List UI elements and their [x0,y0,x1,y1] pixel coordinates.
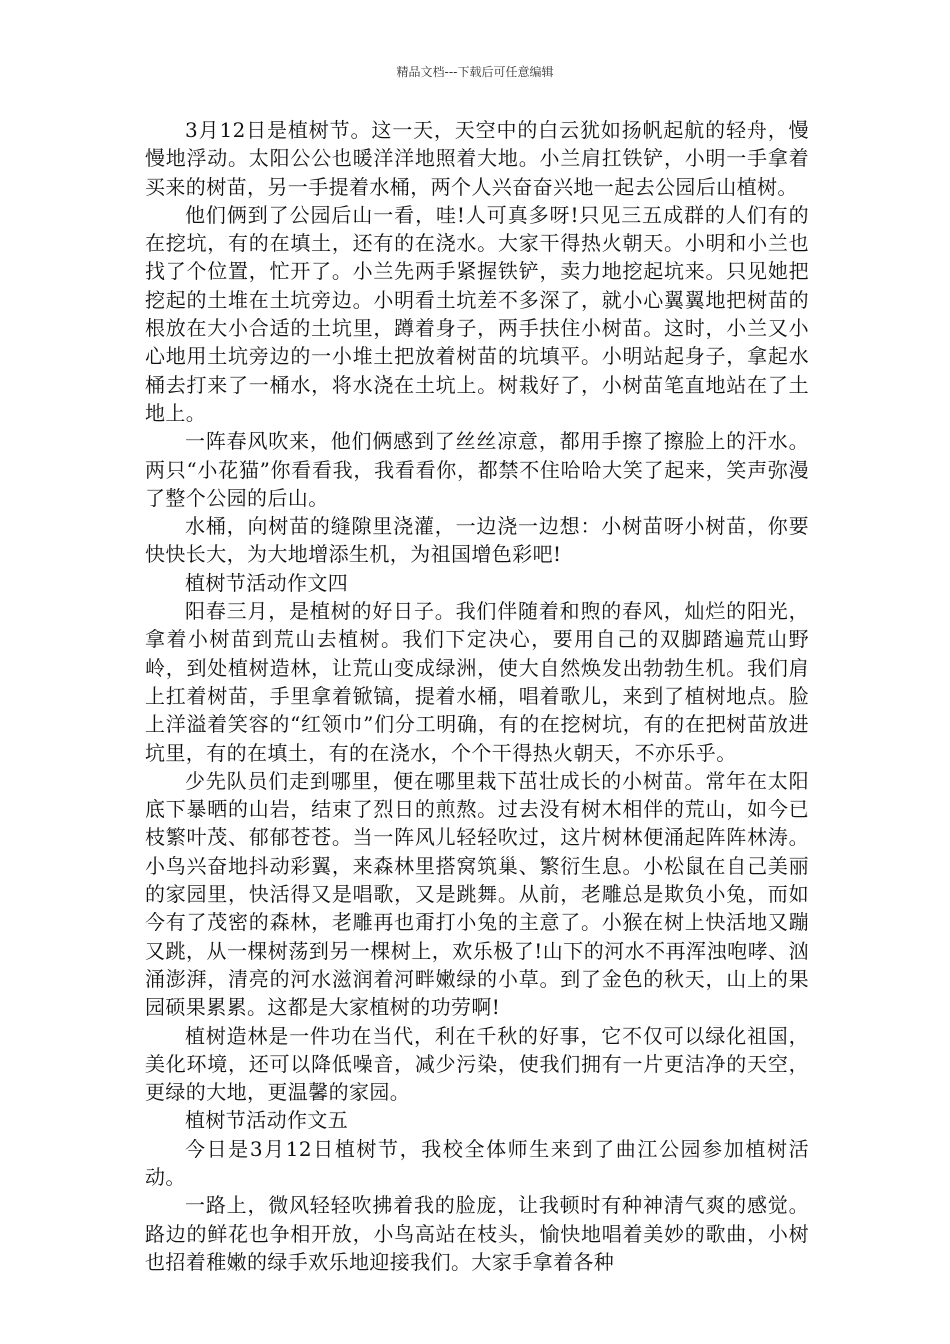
paragraph-7: 植树造林是一件功在当代，利在千秋的好事，它不仅可以绿化祖国，美化环境，还可以降低噪音，减少污染，使我们拥有一片更洁净的天空，更绿的大地，更温馨的家园。 [145,1023,809,1105]
page-header: 精品文档---下载后可任意编辑 [396,65,554,79]
paragraph-9: 一路上，微风轻轻吹拂着我的脸庞，让我顿时有种神清气爽的感觉。路边的鲜花也争相开放，小鸟高站在枝头，愉快地唱着美妙的歌曲，小树也招着稚嫩的绿手欢乐地迎接我们。大家手拿着各种 [145,1193,809,1274]
document-body [145,116,809,1276]
paragraph-4: 水桶，向树苗的缝隙里浇灌，一边浇一边想：小树苗呀小树苗，你要快快长大，为大地增添生机，为祖国增色彩吧! [145,514,809,567]
paragraph-6: 少先队员们走到哪里，便在哪里栽下茁壮成长的小树苗。常年在太阳底下暴晒的山岩，结束了烈日的煎熬。过去没有树木相伴的荒山，如今已枝繁叶茂、郁郁苍苍。当一阵风儿轻轻吹过，这片树林便涌起阵阵林涛。小鸟兴奋地抖动彩翼，来森林里搭窝筑巢、繁衍生息。小松鼠在自己美丽的家园里，快活得又是唱歌，又是跳舞。从前，老雕总是欺负小兔，而如今有了茂密的森林，老雕再也甭打小兔的主意了。小猴在树上快活地又蹦又跳，从一棵树荡到另一棵树上，欢乐极了!山下的河水不再浑浊咆哮、汹涌澎湃，清亮的河水滋润着河畔嫩绿的小草。到了金色的秋天，山上的果园硕果累累。这都是大家植树的功劳啊! [145,768,809,1020]
section-heading-4: 植树节活动作文四 [185,570,349,595]
paragraph-8: 今日是3月12日植树节，我校全体师生来到了曲江公园参加植树活动。 [145,1136,809,1189]
section-heading-5: 植树节活动作文五 [185,1108,349,1133]
paragraph-3: 一阵春风吹来，他们俩感到了丝丝凉意，都用手擦了擦脸上的汗水。两只“小花猫”你看看我，我看看你，都禁不住哈哈大笑了起来，笑声弥漫了整个公园的后山。 [145,429,809,510]
paragraph-5: 阳春三月，是植树的好日子。我们伴随着和煦的春风，灿烂的阳光，拿着小树苗到荒山去植树。我们下定决心，要用自己的双脚踏遍荒山野岭，到处植树造林，让荒山变成绿洲，使大自然焕发出勃勃生机。我们肩上扛着树苗，手里拿着锨镐，提着水桶，唱着歌儿，来到了植树地点。脸上洋溢着笑容的“红领巾”们分工明确，有的在挖树坑，有的在把树苗放进坑里，有的在填土，有的在浇水，个个干得热火朝天，不亦乐乎。 [145,599,809,765]
paragraph-1: 3月12日是植树节。这一天，天空中的白云犹如扬帆起航的轻舟，慢慢地浮动。太阳公公也暖洋洋地照着大地。小兰肩扛铁铲，小明一手拿着买来的树苗，另一手提着水桶，两个人兴奋奋兴地一起去公园后山植树。 [145,118,809,199]
paragraph-2: 他们俩到了公园后山一看，哇!人可真多呀!只见三五成群的人们有的在挖坑，有的在填土，还有的在浇水。大家干得热火朝天。小明和小兰也找了个位置，忙开了。小兰先两手紧握铁铲，卖力地挖起坑来。只见她把挖起的土堆在土坑旁边。小明看土坑差不多深了，就小心翼翼地把树苗的根放在大小合适的土坑里，蹲着身子，两手扶住小树苗。这时，小兰又小心地用土坑旁边的一小堆土把放着树苗的坑填平。小明站起身子，拿起水桶去打来了一桶水，将水浇在土坑上。树栽好了，小树苗笔直地站在了土地上。 [145,202,809,425]
